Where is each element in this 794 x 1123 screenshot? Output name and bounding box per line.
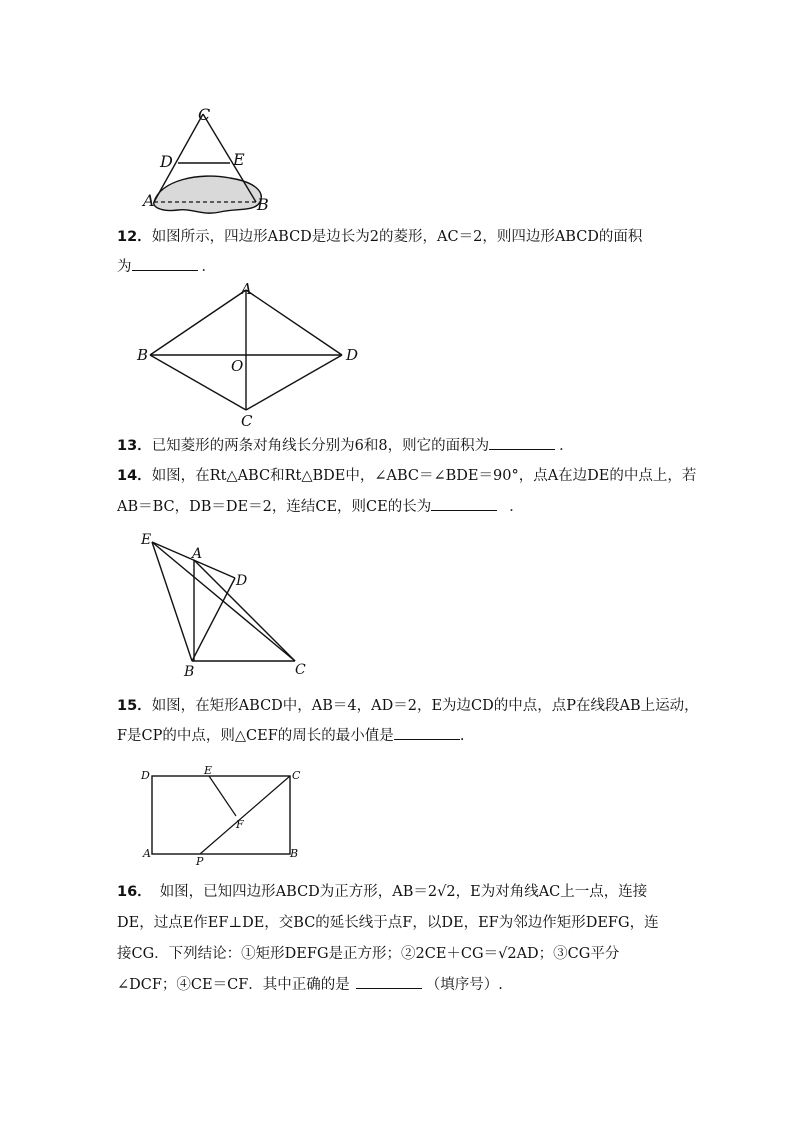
label-c: C bbox=[292, 769, 301, 782]
question-suffix: （填序号）. bbox=[425, 977, 503, 993]
question-16-line3 bbox=[117, 945, 619, 963]
label-e: E bbox=[233, 150, 245, 169]
question-suffix: . bbox=[459, 728, 465, 744]
question-12-line2 bbox=[117, 258, 216, 276]
label-b: B bbox=[137, 346, 149, 364]
label-e: E bbox=[204, 764, 213, 777]
question-text: 如图，在Rt△ABC和Rt△BDE中，∠ABC＝∠BDE＝90°，点A在边DE的中点上，若 bbox=[151, 468, 697, 484]
question-text: AB＝BC，DB＝DE＝2，连结CE，则CE的长为 bbox=[117, 499, 432, 515]
side-ab bbox=[150, 290, 246, 355]
question-16 bbox=[117, 883, 647, 901]
label-b: B bbox=[290, 847, 299, 860]
segment-ef bbox=[209, 776, 236, 816]
label-o: O bbox=[231, 357, 244, 375]
answer-blank bbox=[394, 727, 460, 740]
figure-q11 bbox=[140, 100, 280, 220]
question-suffix: ． bbox=[509, 499, 524, 515]
question-12 bbox=[117, 228, 642, 246]
question-text: 如图，在矩形ABCD中，AB＝4，AD＝2，E为边CD的中点，点P在线段AB上运动， bbox=[151, 698, 699, 714]
label-d: D bbox=[160, 152, 173, 171]
question-number: 13． bbox=[117, 438, 152, 454]
side-dc bbox=[246, 355, 342, 410]
question-number: 16． bbox=[117, 884, 152, 900]
question-number: 15． bbox=[117, 698, 152, 714]
question-14 bbox=[117, 467, 696, 485]
label-p: P bbox=[196, 855, 204, 868]
side-ad bbox=[246, 290, 342, 355]
segment-eb bbox=[152, 542, 192, 661]
question-text: DE，过点E作EF⊥DE，交BC的延长线于点F，以DE，EF为邻边作矩形DEFG，连 bbox=[117, 915, 659, 931]
question-number: 12． bbox=[117, 229, 152, 245]
question-text: ∠DCF；④CE＝CF．其中正确的是 bbox=[117, 977, 350, 993]
question-text: F是CP的中点，则△CEF的周长的最小值是 bbox=[117, 728, 394, 744]
question-text: 接CG．下列结论：①矩形DEFG是正方形；②2CE＋CG＝√2AD；③CG平分 bbox=[117, 946, 620, 962]
question-15 bbox=[117, 697, 699, 715]
label-c: C bbox=[295, 662, 306, 678]
question-text: 为 bbox=[117, 259, 132, 275]
question-suffix: ． bbox=[559, 438, 574, 454]
question-suffix: ． bbox=[201, 259, 216, 275]
label-b: B bbox=[184, 664, 195, 680]
segment-pc bbox=[200, 776, 290, 854]
answer-blank bbox=[431, 498, 497, 511]
figure-q15-rectangle bbox=[138, 762, 308, 872]
label-c: C bbox=[198, 105, 211, 124]
rectangle-abcd bbox=[152, 776, 290, 854]
question-16-line2 bbox=[117, 914, 659, 932]
label-a: A bbox=[143, 191, 155, 210]
question-16-line4 bbox=[117, 976, 503, 994]
figure-q12-rhombus bbox=[130, 278, 370, 428]
question-text: 如图，已知四边形ABCD为正方形，AB＝2√2，E为对角线AC上一点，连接 bbox=[159, 884, 648, 900]
answer-blank bbox=[489, 437, 555, 450]
question-13 bbox=[117, 437, 574, 455]
question-number: 14． bbox=[117, 468, 152, 484]
label-d: D bbox=[346, 346, 359, 364]
figure-q14 bbox=[135, 530, 315, 680]
label-f: F bbox=[236, 818, 244, 831]
question-14-line2 bbox=[117, 498, 524, 516]
question-text: 已知菱形的两条对角线长分别为6和8，则它的面积为 bbox=[151, 438, 490, 454]
answer-blank bbox=[356, 976, 422, 989]
label-b: B bbox=[257, 195, 269, 214]
question-15-line2 bbox=[117, 727, 464, 745]
segment-bd bbox=[192, 578, 235, 661]
label-d: D bbox=[236, 573, 248, 589]
label-a: A bbox=[192, 546, 203, 562]
label-c: C bbox=[241, 412, 253, 428]
question-text: 如图所示，四边形ABCD是边长为2的菱形，AC＝2，则四边形ABCD的面积 bbox=[151, 229, 643, 245]
label-d: D bbox=[141, 769, 150, 782]
label-a: A bbox=[241, 280, 252, 298]
label-a: A bbox=[143, 847, 151, 860]
answer-blank bbox=[132, 258, 198, 271]
label-e: E bbox=[141, 532, 152, 548]
lake-shape bbox=[154, 176, 261, 213]
